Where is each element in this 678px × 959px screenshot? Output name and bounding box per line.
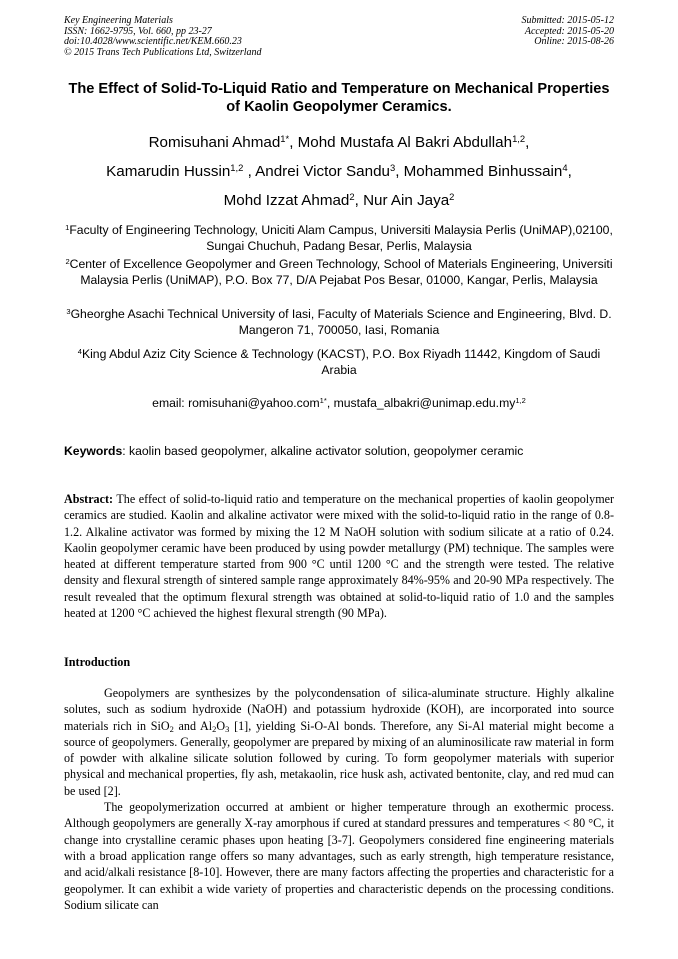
- author-name: , Andrei Victor Sandu: [243, 163, 390, 180]
- subscript: 2: [169, 723, 174, 734]
- journal-copyright: © 2015 Trans Tech Publications Ltd, Switzerland: [64, 46, 262, 58]
- keywords-label: Keywords: [64, 444, 123, 458]
- accepted-date: Accepted: 2015-05-20: [524, 25, 614, 37]
- subscript: 3: [225, 723, 230, 734]
- paragraph-text: Geopolymers are synthesizes by the polycondensation of silica-aluminate structure. Highly alkaline solutes, such as sodium hydroxide (NaOH) and potassium hydroxide (KOH), are incorporated into source materials rich in SiO: [64, 686, 614, 733]
- paragraph-text: O: [216, 718, 226, 733]
- keywords: [64, 443, 624, 459]
- paragraph: The geopolymerization occurred at ambient or higher temperature through an exothermic process. Although geopolymers are generally X-ray amorphous if cured at standard pressures and temperatures < 80 °C, it change into crystalline ceramic phases upon heating [3-7]. Geopolymers considered fine engineering materials with a broad application range offers so many advantages, such as early strength, high temperature resistance, and acid/alkali resistance [8-10]. However, there are many factors affecting the properties and characteristic for a geopolymer. It can exhibit a wide variety of properties and characteristic depends on the processing conditions. Sodium silicate can: [64, 800, 614, 912]
- paragraph-text: [1], yielding Si-O-Al bonds. Therefore, any Si-Al material might become a source of geopolymers. Generally, geopolymer are prepared by mixing of an aluminosilicate raw material in form of powder with alkaline silicate solution followed by curing. To form geopolymer materials with superior physical and mechanical properties, fly ash, metakaolin, rice husk ash, activated bentonite, clay, and red mud can be used [2].: [64, 718, 615, 798]
- author-separator: ,: [567, 163, 572, 180]
- affiliation-text: Faculty of Engineering Technology, Uniciti Alam Campus, Universiti Malaysia Perlis (UniMAP),02100, Sungai Chuchuh, Padang Besar, Perlis, Malaysia: [69, 223, 613, 253]
- email-text: , mustafa_albakri@unimap.edu.my: [326, 396, 516, 410]
- journal-issn: ISSN: 1662-9795, Vol. 660, pp 23-27: [64, 25, 212, 37]
- author-separator: ,: [525, 134, 530, 151]
- author-affiliation-mark: 1,2: [512, 132, 526, 144]
- abstract-text: The effect of solid-to-liquid ratio and temperature on the mechanical properties of kaolin geopolymer ceramics are studied. Kaolin and alkaline activator were mixed with the solid-to-liquid ratio in the range of 0.8-1.2. Alkaline activator was formed by mixing the 12 M NaOH solution with sodium silicate at a ratio of 0.24. Kaolin geopolymer ceramic have been produced by using powder metallurgy (PM) technique. The samples were heated at different temperature started from 900 °C until 1200 °C and the strength were tested. The relative density and flexural strength of sintered sample range approximately 84%-95% and 20-90 MPa respectively. The result revealed that the optimum flexural strength was obtained at solid-to-liquid ratio of 1.0 and the samples heated at 1200 °C achieved the highest flexural strength (90 MPa).: [64, 492, 614, 621]
- email-mark: 1*: [319, 395, 327, 405]
- author-name: Kamarudin Hussin: [106, 163, 231, 180]
- publication-dates: [522, 16, 615, 48]
- paragraph: [64, 685, 614, 799]
- author-affiliation-mark: 1,2: [230, 161, 244, 173]
- paragraph-text: and Al: [173, 718, 213, 733]
- affiliation-text: Gheorghe Asachi Technical University of Iasi, Faculty of Materials Science and Engineering, Blvd. D. Mangeron 71, 700050, Iasi, Romania: [70, 307, 612, 337]
- affiliation-2: [62, 256, 616, 288]
- affiliation-mark: 3: [66, 306, 71, 316]
- author-affiliation-mark: 3: [389, 161, 396, 173]
- author-name: Mohd Izzat Ahmad: [223, 192, 350, 209]
- abstract: [64, 491, 614, 621]
- journal-info: [64, 16, 262, 58]
- abstract-label: Abstract:: [64, 492, 114, 506]
- online-date: Online: 2015-08-26: [534, 36, 614, 47]
- affiliation-3: [62, 306, 616, 338]
- author-affiliation-mark: 4: [562, 161, 568, 173]
- author-line-2: [56, 157, 622, 186]
- author-name: , Mohammed Binhussain: [395, 163, 563, 180]
- paper-title: The Effect of Solid-To-Liquid Ratio and Temperature on Mechanical Properties of Kaolin Geopolymer Ceramics.: [68, 81, 610, 115]
- journal-name: Key Engineering Materials: [64, 15, 173, 26]
- author-name: , Nur Ain Jaya: [354, 192, 450, 209]
- affiliation-1: [62, 222, 616, 254]
- submitted-date: Submitted: 2015-05-12: [521, 15, 614, 26]
- author-affiliation-mark: 2: [349, 190, 355, 202]
- author-list: [56, 128, 622, 215]
- author-affiliation-mark: 1*: [280, 132, 290, 144]
- affiliation-text: King Abdul Aziz City Science & Technology (KACST), P.O. Box Riyadh 11442, Kingdom of Saudi Arabia: [81, 347, 601, 377]
- email-text: email: romisuhani@yahoo.com: [152, 396, 320, 410]
- subscript: 2: [212, 723, 217, 734]
- affiliation-mark: 1: [65, 222, 70, 232]
- author-name: , Mohd Mustafa Al Bakri Abdullah: [289, 134, 513, 151]
- section-heading-introduction: Introduction: [64, 655, 131, 669]
- affiliation-text: Center of Excellence Geopolymer and Green Technology, School of Materials Engineering, Universiti Malaysia Perlis (UniMAP), P.O. Box 77, D/A Pejabat Pos Besar, 01000, Kangar, Perlis, Malaysia: [69, 257, 613, 287]
- author-name: Romisuhani Ahmad: [148, 134, 281, 151]
- contact-email: [62, 395, 616, 411]
- keywords-text: : kaolin based geopolymer, alkaline activator solution, geopolymer ceramic: [122, 444, 524, 458]
- introduction-body: [64, 685, 614, 913]
- author-line-3: [56, 186, 622, 215]
- affiliation-mark: 4: [77, 346, 82, 356]
- author-affiliation-mark: 2: [449, 190, 455, 202]
- author-line-1: [56, 128, 622, 157]
- affiliation-4: [62, 346, 616, 378]
- email-mark: 1,2: [515, 395, 526, 405]
- journal-doi: doi:10.4028/www.scientific.net/KEM.660.23: [64, 36, 242, 47]
- affiliation-mark: 2: [65, 256, 70, 266]
